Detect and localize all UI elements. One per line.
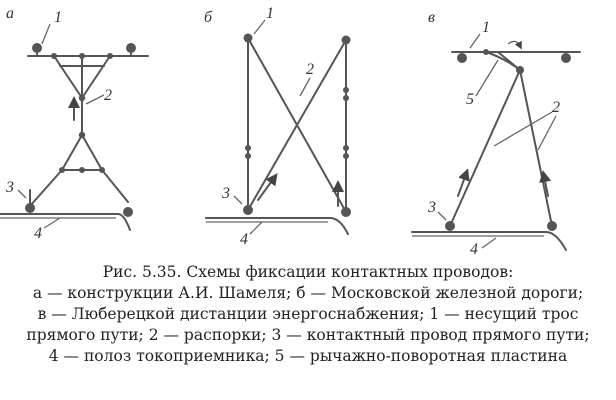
panel-b [204, 5, 351, 248]
panel-b-mark-1: 1 [266, 5, 274, 22]
panel-c-mark-2: 2 [552, 99, 560, 116]
caption-line-4: прямого пути; 2 — распорки; 3 — контактный провод прямого пути; [26, 326, 590, 344]
panel-b-label: б [204, 9, 213, 26]
panel-b-mark-2: 2 [306, 61, 314, 78]
caption-line-2: а — конструкции А.И. Шамеля; б — Московской железной дороги; [32, 284, 584, 302]
panel-a-mark-4: 4 [34, 225, 42, 242]
panel-c [412, 9, 580, 258]
panel-a-mark-1: 1 [54, 9, 62, 26]
panel-c-mark-5: 5 [466, 91, 474, 108]
panel-b-struts [248, 38, 346, 212]
panel-c-label: в [428, 9, 435, 26]
panel-a-pantograph-skid [0, 214, 130, 230]
panel-a [0, 5, 148, 242]
panel-c-lever-plate [486, 52, 520, 70]
panel-c-mark-4: 4 [470, 241, 478, 258]
panel-c-pantograph-skid [412, 232, 566, 250]
panel-c-mark-3: 3 [428, 199, 436, 216]
figure-caption [0, 262, 616, 367]
panel-a-struts [30, 56, 128, 206]
panel-b-mark-3: 3 [222, 185, 230, 202]
caption-line-5: 4 — полоз токоприемника; 5 — рычажно-поворотная пластина [48, 347, 568, 365]
panel-b-pantograph-skid [206, 218, 348, 234]
caption-line-3: в — Люберецкой дистанции энергоснабжения; 1 — несущий трос [37, 305, 579, 323]
panel-a-mark-3: 3 [6, 179, 14, 196]
panel-c-mark-1: 1 [482, 19, 490, 36]
panel-a-mark-2: 2 [104, 87, 112, 104]
caption-line-1: Рис. 5.35. Схемы фиксации контактных проводов: [102, 263, 514, 281]
panel-b-mark-4: 4 [240, 231, 248, 248]
panel-a-label: а [6, 5, 14, 22]
